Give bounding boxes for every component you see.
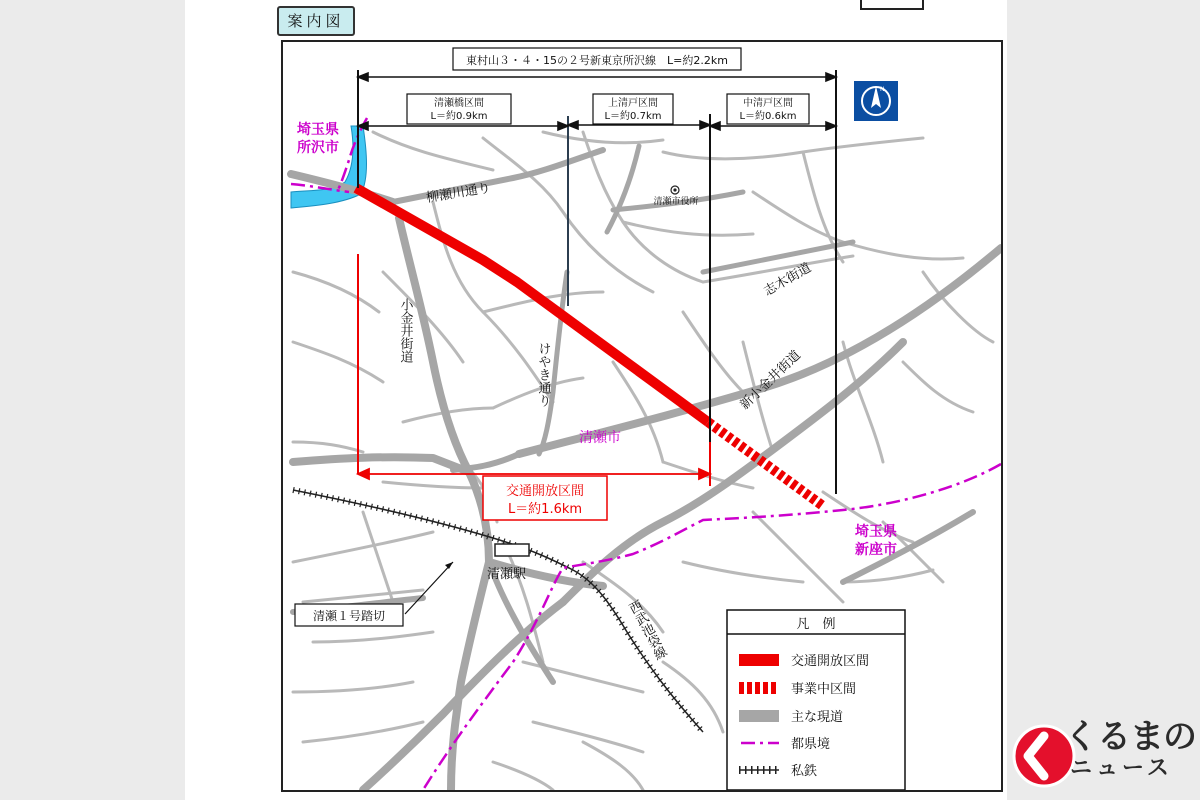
- tokorozawa-pref-label: 埼玉県: [297, 122, 339, 138]
- niiza-city-label: 新座市: [855, 542, 897, 558]
- shiki-road-label: 志木街道: [761, 260, 815, 300]
- koganei-road-label: 小金井街道: [397, 298, 413, 363]
- kiyose-city-label: 清瀬市: [579, 430, 621, 446]
- section-1-length: L＝約0.9km: [430, 111, 488, 122]
- yanasegawa-road-label: 柳瀬川通り: [425, 180, 492, 206]
- section-2-name: 上清戸区間: [608, 98, 658, 109]
- logo-main-text: くるまの: [1064, 717, 1196, 757]
- north-icon: [853, 80, 899, 122]
- legend-label-rail: 私鉄: [791, 764, 818, 779]
- crossing-label-box: [295, 604, 403, 626]
- logo-sub-text: ニュース: [1070, 756, 1173, 781]
- legend-title: 凡 例: [796, 617, 836, 632]
- section-3-name: 中清戸区間: [743, 98, 793, 109]
- tokorozawa-city-label: 所沢市: [297, 140, 339, 156]
- legend-swatch-open: [739, 654, 779, 666]
- document-page: [185, 0, 1007, 800]
- station-platform: [495, 544, 529, 556]
- total-section-label: 東村山３・４・15の２号新東京所沢線 L=約2.2km: [466, 54, 728, 67]
- construction-section: [708, 422, 823, 506]
- svg-text:N: N: [880, 86, 885, 93]
- city-hall-label: 清瀬市役所: [653, 197, 699, 207]
- legend-label-open: 交通開放区間: [791, 654, 870, 669]
- crossing-label: 清瀬１号踏切: [312, 609, 386, 623]
- open-section-length: L＝約1.6km: [507, 502, 583, 517]
- seibu-line-label: 西武池袋線: [624, 598, 669, 663]
- map-svg: [283, 42, 1001, 790]
- legend-label-boundary: 都県境: [791, 737, 831, 752]
- map-frame[interactable]: [281, 40, 1003, 792]
- crossing-leader: [405, 562, 453, 614]
- station-label: 清瀬駅: [487, 567, 527, 582]
- open-section-name: 交通開放区間: [505, 484, 585, 499]
- shinkoganei-road-label: 新小金井街道: [737, 347, 804, 413]
- section-3-length: L＝約0.6km: [739, 111, 797, 122]
- niiza-pref-label: 埼玉県: [855, 524, 897, 540]
- legend-label-road: 主な現道: [791, 710, 844, 725]
- corner-box: [860, 0, 924, 10]
- map-tag: 案内図: [277, 6, 355, 36]
- river: [291, 126, 367, 208]
- keyaki-road-label: けやき通り: [535, 342, 551, 407]
- legend-label-construction: 事業中区間: [791, 682, 857, 697]
- section-1-name: 清瀬橋区間: [434, 98, 484, 109]
- legend-box: [727, 610, 905, 790]
- section-2-length: L＝約0.7km: [604, 111, 662, 122]
- city-hall-marker: [671, 186, 679, 194]
- logo-text: [1064, 718, 1196, 782]
